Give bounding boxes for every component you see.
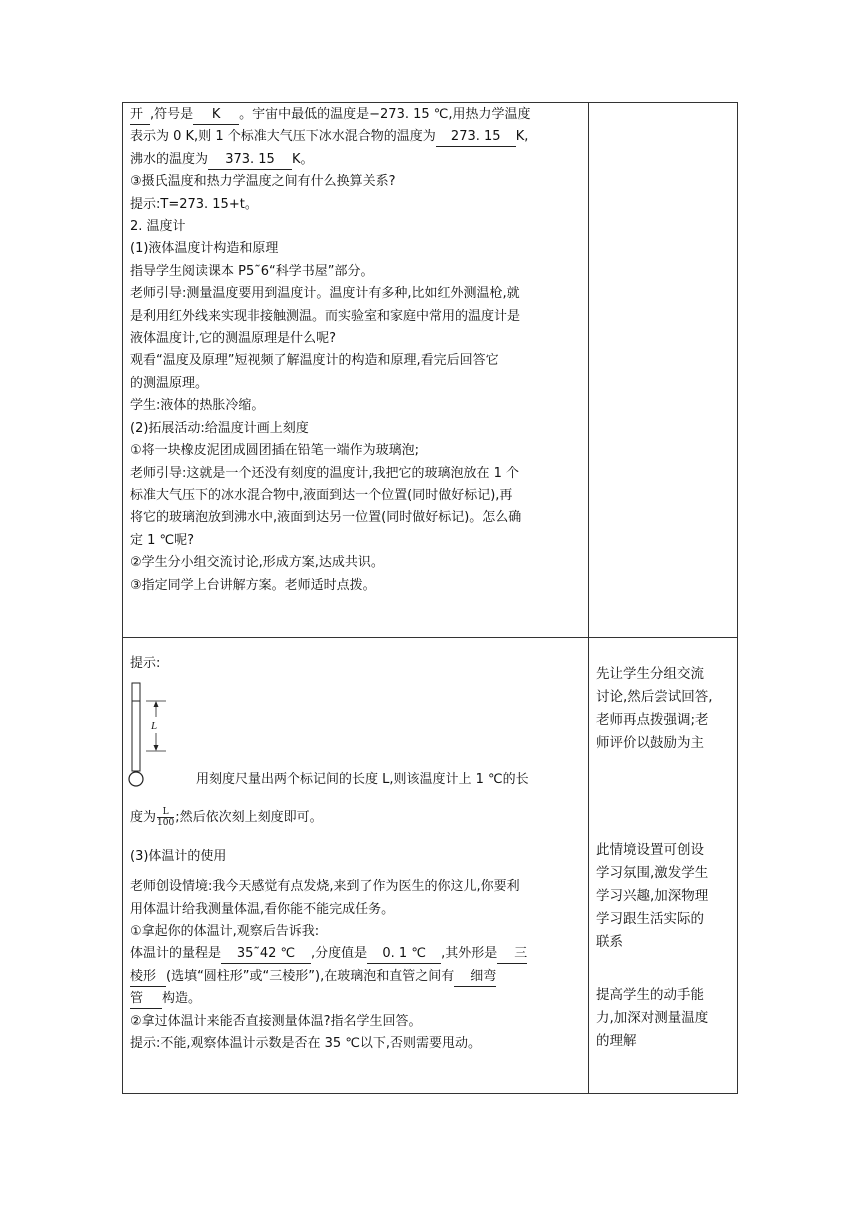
text-span: K, [515,129,529,145]
text-span: 表示为 0 K,则 1 个标准大气压下冰水混合物的温度为 [130,129,436,145]
table-left-border [122,102,123,1094]
blank-answer: 273. 15 [436,128,516,147]
text-line: 提示:不能,观察体温计示数是否在 35 ℃以下,否则需要甩动。 [130,1036,482,1052]
note-line: 学习跟生活实际的 [596,911,704,927]
spacer [596,954,734,984]
text-span: 构造。 [162,991,202,1007]
spacer [596,755,734,839]
fraction-denominator: 100 [157,818,175,829]
subsection-heading: (1)液体温度计构造和原理 [130,241,279,257]
text-span: (选填“圆柱形”或“三棱形”),在玻璃泡和直管之间有 [166,968,455,984]
text-line [130,149,588,171]
section-heading: 2. 温度计 [130,219,186,235]
blank-answer: 0. 1 ℃ [367,945,441,964]
blank-answer: 三 [497,945,527,964]
blank-answer: 棱形 [130,968,166,987]
text-line: 是利用红外线来实现非接触测温。而实验室和家庭中常用的温度计是 [130,308,521,324]
text-line: 观看“温度及原理”短视频了解温度计的构造和原理,看完后回答它 [130,353,499,369]
text-span: ,其外形是 [441,946,498,962]
note-line: 联系 [596,934,623,950]
text-span: 体温计的量程是 [130,946,222,962]
hint-label: 提示: [130,656,161,671]
text-line [130,104,588,126]
row-divider [122,637,738,638]
text-line: ②学生分小组交流讨论,形成方案,达成共识。 [130,555,384,571]
text-line [130,807,588,829]
column-divider [588,102,589,1094]
note-line: 力,加深对测量温度 [596,1010,709,1026]
text-line: 用刻度尺量出两个标记间的长度 L,则该温度计上 1 ℃的长 [196,772,529,788]
text-span: ,分度值是 [311,946,368,962]
text-line: 的测温原理。 [130,375,209,391]
row2-content-cell [130,653,588,1055]
note-line: 讨论,然后尝试回答, [596,689,713,705]
text-line [130,988,588,1010]
spacer [130,868,588,876]
text-line: ③摄氏温度和热力学温度之间有什么换算关系? [130,174,396,190]
text-line: 提示:T=273. 15+t。 [130,196,258,212]
text-span: 沸水的温度为 [130,151,209,167]
text-line: ②拿过体温计来能否直接测量体温?指名学生回答。 [130,1013,422,1029]
text-line [130,943,588,965]
fraction-l-over-100 [157,807,174,828]
note-line: 提高学生的动手能 [596,987,704,1003]
note-line: 老师再点拨强调;老 [596,712,709,728]
blank-answer: 细弯 [454,968,496,987]
lesson-table [122,102,738,1094]
table-bottom-border [122,1093,738,1094]
length-label: L [151,720,158,733]
text-span: K。 [292,151,314,167]
text-line: 液体温度计,它的测温原理是什么呢? [130,331,337,347]
text-line [130,966,588,988]
text-line: 学生:液体的热胀冷缩。 [130,398,265,414]
thermometer-figure-block [130,675,588,795]
note-line: 的理解 [596,1033,637,1049]
text-line: 将它的玻璃泡放到沸水中,液面到达另一位置(同时做好标记)。怎么确 [130,510,522,526]
blank-answer: 373. 15 [208,151,292,170]
text-line: 老师创设情境:我今天感觉有点发烧,来到了作为医生的你这儿,你要利 [130,879,520,895]
text-line: 指导学生阅读课本 P5˜6“科学书屋”部分。 [130,263,374,279]
thermometer-diagram [128,681,188,793]
text-span: 度为 [130,810,157,826]
subsection-heading: (3)体温计的使用 [130,848,227,864]
teaching-notes-cell [596,663,734,1053]
text-line [130,126,588,148]
text-span: ,符号是 [150,107,194,122]
spacer [130,830,588,846]
note-line: 此情境设置可创设 [596,842,704,858]
note-line: 学习兴趣,加深物理 [596,888,709,904]
text-line: 老师引导:测量温度要用到温度计。温度计有多种,比如红外测温枪,就 [130,286,520,302]
subsection-heading: (2)拓展活动:给温度计画上刻度 [130,420,309,436]
text-span: 。宇宙中最低的温度是−273. 15 ℃,用热力学温度 [239,107,531,122]
text-line: 老师引导:这就是一个还没有刻度的温度计,我把它的玻璃泡放在 1 个 [130,465,520,481]
fraction-numerator: L [157,807,174,818]
note-line: 先让学生分组交流 [596,666,704,682]
text-line: ③指定同学上台讲解方案。老师适时点拨。 [130,577,376,593]
table-right-border [737,102,738,1094]
text-line: 标准大气压下的冰水混合物中,液面到达一个位置(同时做好标记),再 [130,487,513,503]
note-line: 学习氛围,激发学生 [596,865,709,881]
note-line: 师评价以鼓励为主 [596,735,704,751]
text-line: 定 1 ℃呢? [130,532,195,548]
text-line: 用体温计给我测量体温,看你能不能完成任务。 [130,901,395,917]
text-line: ①将一块橡皮泥团成圆团插在铅笔一端作为玻璃泡; [130,443,420,459]
text-line: ①拿起你的体温计,观察后告诉我: [130,924,320,940]
blank-answer: 35˜42 ℃ [221,945,311,964]
blank-answer: 开 [130,106,150,125]
blank-answer: 管 [130,990,162,1009]
text-span: ;然后依次刻上刻度即可。 [175,810,323,826]
blank-answer: K [193,106,239,125]
table-top-border [122,102,738,103]
row1-content-cell [130,104,588,597]
